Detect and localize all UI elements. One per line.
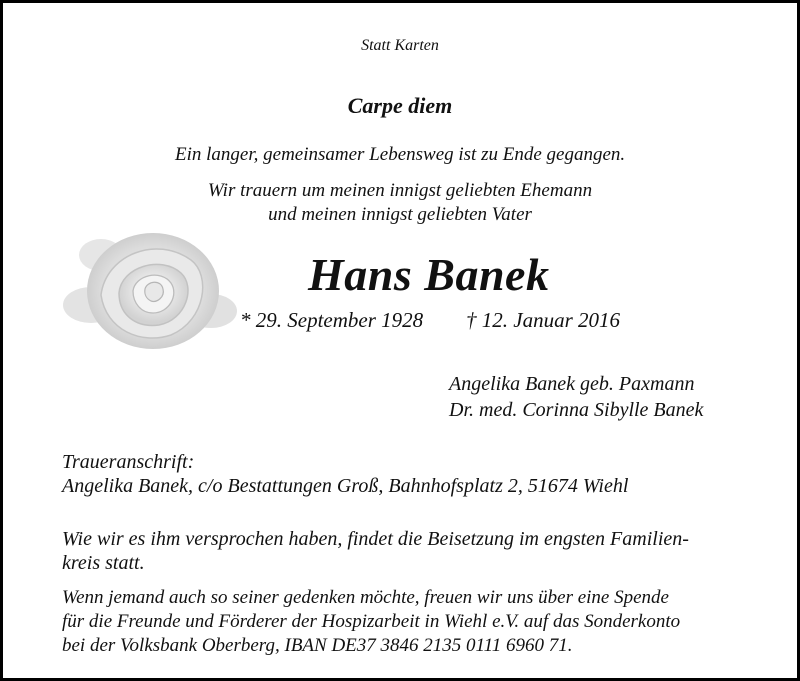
mourner-1: Angelika Banek geb. Paxmann: [449, 373, 695, 395]
address-label: Traueranschrift:: [62, 451, 195, 473]
burial-line-1: Wie wir es ihm versprochen haben, findet die Beisetzung im engsten Familien-: [62, 528, 689, 550]
address-text: Angelika Banek, c/o Bestattungen Groß, Bahnhofsplatz 2, 51674 Wiehl: [62, 475, 629, 497]
mourn-line-1: Wir trauern um meinen innigst geliebten Ehemann: [207, 180, 593, 201]
intro-line: Ein langer, gemeinsamer Lebensweg ist zu Ende gegangen.: [175, 144, 626, 165]
rose-icon: [61, 225, 239, 355]
birth-date: * 29. September 1928: [240, 308, 424, 332]
header-text: Statt Karten: [361, 37, 439, 54]
mourner-2: Dr. med. Corinna Sibylle Banek: [449, 399, 704, 421]
motto: Carpe diem: [347, 93, 453, 118]
burial-line-2: kreis statt.: [62, 552, 145, 574]
death-date: † 12. Januar 2016: [466, 308, 620, 332]
donation-line-1: Wenn jemand auch so seiner gedenken möchte, freuen wir uns über eine Spende: [62, 587, 669, 608]
mourn-line-2: und meinen innigst geliebten Vater: [268, 204, 532, 225]
donation-line-3: bei der Volksbank Oberberg, IBAN DE37 3846 2135 0111 6960 71.: [62, 635, 573, 656]
donation-line-2: für die Freunde und Förderer der Hospizarbeit in Wiehl e.V. auf das Sonderkonto: [62, 611, 681, 632]
deceased-name: Hans Banek: [308, 249, 550, 300]
